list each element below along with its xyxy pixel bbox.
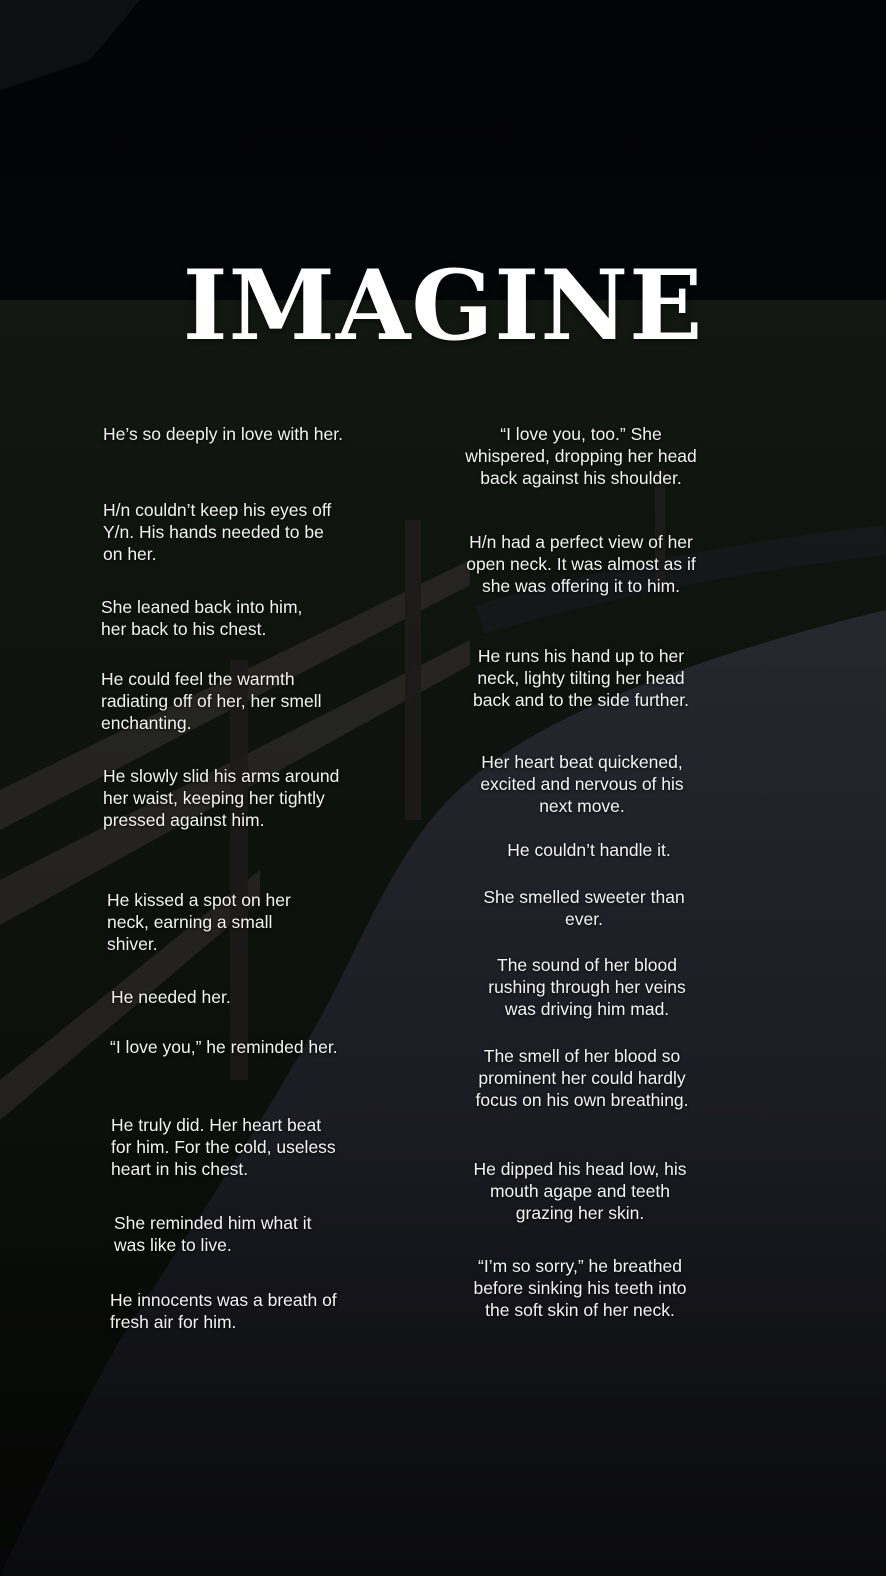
right-paragraph: He couldn’t handle it.	[507, 840, 671, 860]
left-paragraph: She reminded him what it was like to live.	[114, 1213, 312, 1255]
right-paragraph: “I love you, too.” She whispered, dropping her head back against his shoulder.	[465, 424, 697, 488]
right-paragraph: H/n had a perfect view of her open neck. It was almost as if she was offering it to him.	[466, 532, 696, 596]
right-paragraph: “I’m so sorry,” he breathed before sinking his teeth into the soft skin of her neck.	[473, 1256, 687, 1320]
right-paragraph: He runs his hand up to her neck, lighty tilting her head back and to the side further.	[473, 646, 689, 710]
right-paragraph: The smell of her blood so prominent her could hardly focus on his own breathing.	[475, 1046, 689, 1110]
left-paragraph: He slowly slid his arms around her waist, keeping her tightly pressed against him.	[103, 766, 340, 830]
left-paragraph: He kissed a spot on her neck, earning a small shiver.	[107, 890, 291, 954]
page-title: IMAGINE	[182, 249, 704, 362]
right-paragraph: He dipped his head low, his mouth agape and teeth grazing her skin.	[473, 1159, 687, 1223]
left-paragraph: “I love you,” he reminded her.	[110, 1037, 338, 1057]
left-paragraph: He innocents was a breath of fresh air for him.	[110, 1290, 337, 1332]
left-paragraph: He’s so deeply in love with her.	[103, 424, 343, 444]
left-paragraph: He needed her.	[111, 987, 231, 1007]
left-paragraph: H/n couldn’t keep his eyes off Y/n. His hands needed to be on her.	[103, 500, 332, 564]
right-paragraph: Her heart beat quickened, excited and nervous of his next move.	[480, 752, 684, 816]
left-paragraph: He could feel the warmth radiating off of her, her smell enchanting.	[101, 669, 322, 733]
left-paragraph: He truly did. Her heart beat for him. For the cold, useless heart in his chest.	[111, 1115, 336, 1179]
right-paragraph: The sound of her blood rushing through her veins was driving him mad.	[488, 955, 686, 1019]
right-paragraph: She smelled sweeter than ever.	[483, 887, 685, 929]
left-paragraph: She leaned back into him, her back to his chest.	[101, 597, 303, 639]
